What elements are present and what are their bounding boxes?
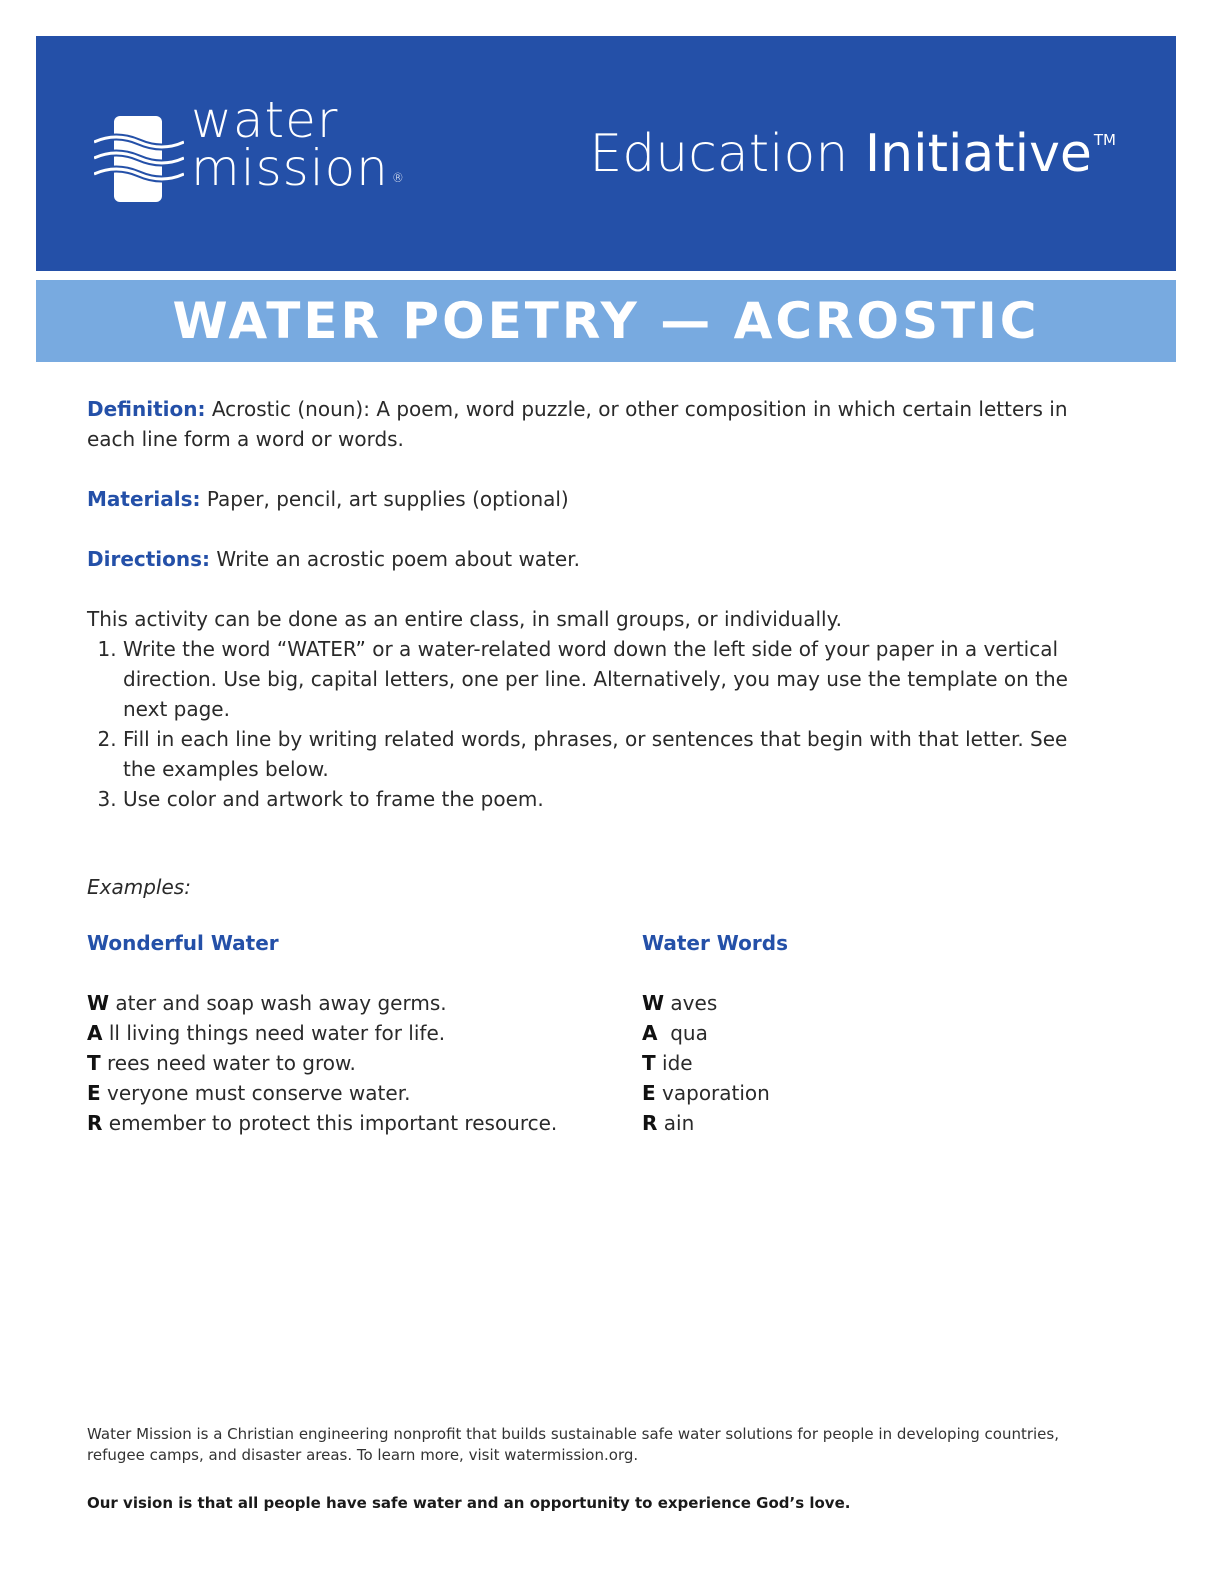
step-item: 2. Fill in each line by writing related words, phrases, or sentences that begin with that letter. See the examples below. xyxy=(123,724,1097,784)
poem-line-text: aves xyxy=(670,991,718,1015)
poem-letter: R xyxy=(87,1111,103,1135)
poem-line-text: emember to protect this important resource. xyxy=(108,1111,558,1135)
definition-text: Acrostic (noun): A poem, word puzzle, or other composition in which certain letters in each line form a word or words. xyxy=(87,397,1068,451)
poem-line xyxy=(87,1078,557,1108)
poem-line xyxy=(642,1048,788,1078)
poem-letter: E xyxy=(642,1081,656,1105)
steps-list xyxy=(87,634,1097,814)
poem-line-text: ll living things need water for life. xyxy=(108,1021,446,1045)
directions-paragraph xyxy=(87,544,1097,574)
definition-paragraph xyxy=(87,394,1097,454)
poem-letter: T xyxy=(642,1051,656,1075)
title-initiative: Initiative xyxy=(864,124,1092,184)
trademark-mark: TM xyxy=(1093,131,1116,149)
step-item: 1. Write the word “WATER” or a water-related word down the left side of your paper in a vertical direction. Use big, capital letters, one per line. Alternatively, you may use the template on the next page. xyxy=(123,634,1097,724)
poem-letter: A xyxy=(87,1021,103,1045)
poem-letter: T xyxy=(87,1051,101,1075)
poem-line xyxy=(642,1018,788,1048)
poem-line xyxy=(87,1108,557,1138)
poem-line-text: qua xyxy=(663,1021,708,1045)
poem-water-words xyxy=(642,928,788,1138)
header-band xyxy=(36,36,1176,271)
logo-word-water: water xyxy=(191,91,339,149)
poem-letter: R xyxy=(642,1111,658,1135)
footer-about-text: Water Mission is a Christian engineering nonprofit that builds sustainable safe water solutions for people in developing countries, refugee camps, and disaster areas. To learn more, visit watermission.org. xyxy=(87,1425,1059,1464)
materials-label: Materials: xyxy=(87,487,201,511)
water-mission-logo-icon xyxy=(94,116,184,202)
poem-line-text: ain xyxy=(663,1111,695,1135)
poem-line xyxy=(87,1048,557,1078)
main-content xyxy=(87,394,1097,902)
poem-letter: A xyxy=(642,1021,658,1045)
poem-letter: E xyxy=(87,1081,101,1105)
footer-vision-text: Our vision is that all people have safe water and an opportunity to experience God’s love. xyxy=(87,1494,851,1512)
poem-line-text: ide xyxy=(662,1051,693,1075)
logo-mission-text: mission xyxy=(191,139,389,197)
logo-word-mission xyxy=(191,139,405,197)
directions-text: Write an acrostic poem about water. xyxy=(216,547,580,571)
poem-line xyxy=(87,1018,557,1048)
poem-wonderful-water xyxy=(87,928,557,1138)
step-item: 3. Use color and artwork to frame the poem. xyxy=(123,784,1097,814)
poem-line xyxy=(87,988,557,1018)
materials-paragraph xyxy=(87,484,1097,514)
intro-text: This activity can be done as an entire class, in small groups, or individually. xyxy=(87,607,842,631)
title-banner xyxy=(36,280,1176,362)
definition-label: Definition: xyxy=(87,397,206,421)
title-education: Education xyxy=(589,124,849,184)
poem-letter: W xyxy=(642,991,665,1015)
poem-line xyxy=(642,1108,788,1138)
registered-mark: ® xyxy=(391,171,405,185)
education-initiative-title xyxy=(589,124,1116,184)
poem-letter: W xyxy=(87,991,110,1015)
page-title: WATER POETRY — ACROSTIC xyxy=(172,292,1040,350)
logo-wordmark xyxy=(191,91,405,197)
poem-title: Water Words xyxy=(642,931,788,955)
poem-line xyxy=(642,988,788,1018)
poem-title: Wonderful Water xyxy=(87,931,279,955)
poem-line-text: ater and soap wash away germs. xyxy=(115,991,447,1015)
poem-line-text: rees need water to grow. xyxy=(107,1051,356,1075)
examples-label: Examples: xyxy=(87,875,191,899)
poem-line-text: vaporation xyxy=(662,1081,770,1105)
poem-line-text: veryone must conserve water. xyxy=(107,1081,411,1105)
directions-label: Directions: xyxy=(87,547,211,571)
poem-line xyxy=(642,1078,788,1108)
materials-text: Paper, pencil, art supplies (optional) xyxy=(206,487,569,511)
